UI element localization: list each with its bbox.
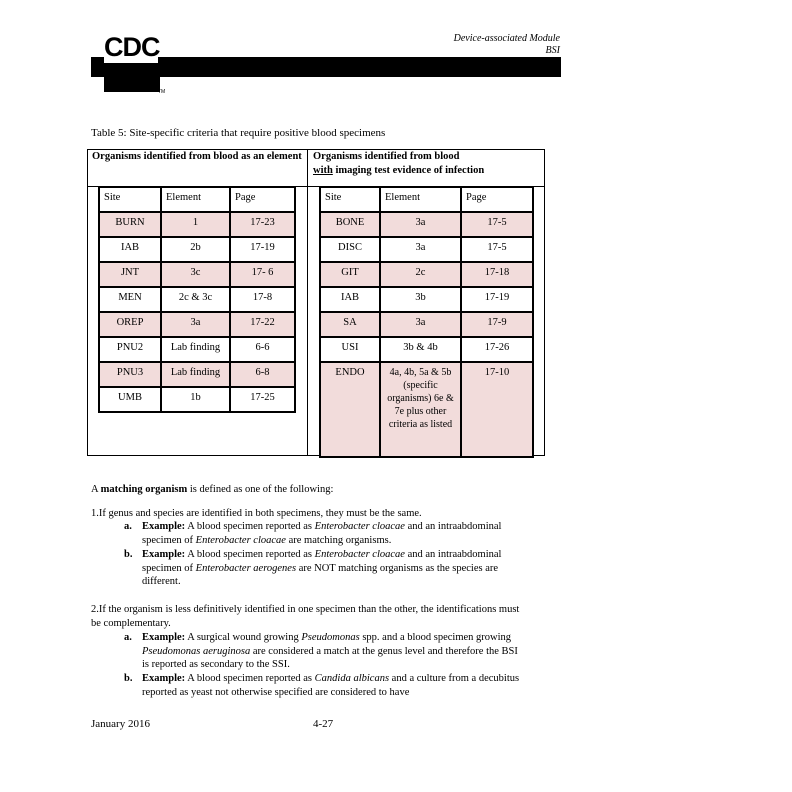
element-cell: 2b: [161, 237, 230, 262]
col-element: Element: [161, 187, 230, 212]
text: are considered a match at the genus level and therefore the BSI is reported as secondary to the SSI.: [142, 645, 518, 670]
right-title-with: with: [313, 165, 333, 176]
table-row: [99, 237, 295, 262]
intro-pre: A: [91, 484, 101, 495]
table-row: [99, 262, 295, 287]
table-row: [99, 362, 295, 387]
rule-1a: [124, 520, 524, 547]
site-cell: PNU3: [99, 362, 161, 387]
table-header-row: [320, 187, 533, 212]
page-cell: 17-8: [230, 287, 295, 312]
table-row: [320, 337, 533, 362]
text: A blood specimen reported as: [185, 549, 315, 560]
right-group-title: [313, 150, 543, 178]
cdc-logo: CDC: [104, 32, 160, 62]
element-cell: 3b: [380, 287, 461, 312]
table-row: [99, 212, 295, 237]
text: are matching organisms.: [285, 534, 392, 546]
site-cell: OREP: [99, 312, 161, 337]
page-cell: 17-25: [230, 387, 295, 412]
site-cell: BURN: [99, 212, 161, 237]
element-cell: Lab finding: [161, 337, 230, 362]
page-cell: 17- 6: [230, 262, 295, 287]
table-row: [99, 312, 295, 337]
site-cell: ENDO: [320, 362, 380, 457]
item-label: a.: [124, 521, 132, 532]
item-body: [142, 548, 524, 589]
page-cell: 17-19: [461, 287, 533, 312]
text: and an intraabdominal specimen of: [142, 549, 502, 574]
page-cell: 17-26: [461, 337, 533, 362]
page-number: 4-27: [313, 718, 334, 730]
col-page: Page: [230, 187, 295, 212]
text: A surgical wound growing: [185, 632, 302, 643]
intro-post: is defined as one of the following:: [187, 484, 334, 495]
module-line-1: Device-associated Module: [453, 33, 560, 44]
example-label: Example:: [142, 549, 186, 560]
organism-name: Candida albicans: [314, 673, 390, 684]
text: and an intraabdominal specimen of: [142, 521, 502, 546]
intro-bold: matching organism: [100, 484, 188, 495]
page-cell: 17-5: [461, 212, 533, 237]
site-cell: UMB: [99, 387, 161, 412]
col-element: Element: [380, 187, 461, 212]
page-cell: 17-23: [230, 212, 295, 237]
right-title-rest: imaging test evidence of infection: [332, 165, 485, 176]
page-cell: 17-18: [461, 262, 533, 287]
footer-date: January 2016: [91, 718, 150, 730]
page-cell: 17-19: [230, 237, 295, 262]
table-row: [99, 387, 295, 412]
item-body: [142, 520, 524, 547]
rule-2b: [124, 672, 524, 699]
element-cell: 4a, 4b, 5a & 5b (specific organisms) 6e & 7e plus other criteria as listed: [380, 362, 461, 457]
item-body: [142, 672, 524, 699]
element-cell: Lab finding: [161, 362, 230, 387]
element-cell: 3c: [161, 262, 230, 287]
text: A blood specimen reported as: [185, 521, 315, 532]
site-cell: MEN: [99, 287, 161, 312]
col-site: Site: [99, 187, 161, 212]
organism-name: Enterobacter cloacae: [195, 534, 286, 546]
site-cell: DISC: [320, 237, 380, 262]
table-header-row: [99, 187, 295, 212]
col-page: Page: [461, 187, 533, 212]
element-cell: 1: [161, 212, 230, 237]
page-cell: 17-10: [461, 362, 533, 457]
page-cell: 17-5: [461, 237, 533, 262]
example-label: Example:: [142, 632, 186, 643]
element-cell: 3a: [380, 212, 461, 237]
site-cell: PNU2: [99, 337, 161, 362]
left-criteria-table: [98, 186, 296, 413]
logo-underline: [104, 77, 160, 92]
page-cell: 17-22: [230, 312, 295, 337]
table-row: [320, 237, 533, 262]
page-cell: 6-8: [230, 362, 295, 387]
table-row: [320, 262, 533, 287]
item-label: b.: [124, 673, 133, 684]
site-cell: IAB: [320, 287, 380, 312]
example-label: Example:: [142, 673, 186, 684]
logo-trademark: TM: [158, 89, 166, 95]
right-title-line1: Organisms identified from blood: [313, 151, 460, 162]
site-cell: SA: [320, 312, 380, 337]
element-cell: 1b: [161, 387, 230, 412]
organism-name: Pseudomonas: [301, 632, 360, 643]
rule-1: 1.If genus and species are identified in both specimens, they must be the same.: [91, 508, 422, 519]
header-bar: [91, 57, 561, 77]
col-site: Site: [320, 187, 380, 212]
item-label: b.: [124, 549, 133, 560]
table-row: [320, 287, 533, 312]
element-cell: 3b & 4b: [380, 337, 461, 362]
organism-name: Enterobacter aerogenes: [195, 562, 297, 574]
site-cell: BONE: [320, 212, 380, 237]
left-group-title: Organisms identified from blood as an element: [92, 151, 302, 162]
table-row: [320, 212, 533, 237]
element-cell: 2c & 3c: [161, 287, 230, 312]
page-cell: 6-6: [230, 337, 295, 362]
module-title: [454, 33, 560, 57]
table-row: [320, 362, 533, 457]
site-cell: USI: [320, 337, 380, 362]
table-row: [99, 287, 295, 312]
table-caption: Table 5: Site-specific criteria that require positive blood specimens: [91, 127, 386, 139]
table-row: [99, 337, 295, 362]
rule-2a: [124, 631, 524, 672]
site-cell: JNT: [99, 262, 161, 287]
element-cell: 3a: [380, 312, 461, 337]
table-divider: [307, 149, 308, 456]
organism-name: Pseudomonas aeruginosa: [142, 645, 251, 657]
text: and a culture from a decubitus reported as yeast not otherwise specified are considered to have: [142, 673, 520, 698]
text: spp. and a blood specimen growing: [359, 632, 512, 643]
organism-name: Enterobacter cloacae: [314, 549, 405, 560]
rule-1b: [124, 548, 524, 589]
rule-2: 2.If the organism is less definitively identified in one specimen than the other, the identifications must be complementary.: [91, 604, 520, 629]
item-body: [142, 631, 524, 672]
element-cell: 2c: [380, 262, 461, 287]
matching-organism-definition: [91, 483, 333, 497]
site-cell: GIT: [320, 262, 380, 287]
element-cell: 3a: [161, 312, 230, 337]
text: are NOT matching organisms as the species are different.: [142, 562, 499, 587]
item-label: a.: [124, 632, 132, 643]
element-cell: 3a: [380, 237, 461, 262]
site-cell: IAB: [99, 237, 161, 262]
module-line-2: BSI: [545, 45, 560, 56]
text: A blood specimen reported as: [185, 673, 315, 684]
right-criteria-table: [319, 186, 534, 458]
table-row: [320, 312, 533, 337]
page-cell: 17-9: [461, 312, 533, 337]
example-label: Example:: [142, 521, 186, 532]
organism-name: Enterobacter cloacae: [314, 521, 405, 532]
